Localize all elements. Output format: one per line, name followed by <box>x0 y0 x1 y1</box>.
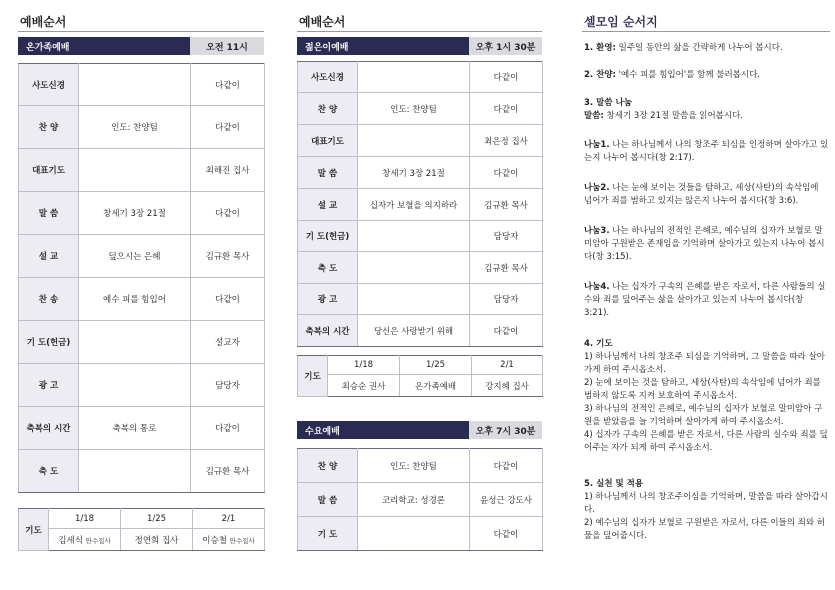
section-heading: 4. 기도 <box>584 339 613 349</box>
table-row <box>19 278 265 321</box>
row-content <box>79 321 191 364</box>
duty-date: 1/18 <box>49 509 121 529</box>
row-content <box>358 284 470 315</box>
sharing-text: 나는 하나님의 전적인 은혜로, 예수님의 십자가 보혈로 말미암아 구원받은 존재임을 기억하며 살아가고 있는지 나누어 봅시다(창 3:15). <box>584 226 825 262</box>
sharing-text: 나는 눈에 보이는 것들을 탐하고, 세상(사탄)의 속삭임에 넘어가 죄를 범하고 있지는 않은지 나누어 봅시다(창 3:6). <box>584 183 819 206</box>
row-label: 기 도 <box>298 517 358 551</box>
duty-label: 기도 <box>298 356 328 397</box>
row-label: 설 교 <box>19 235 79 278</box>
sharing-text: 나는 하나님께서 나의 창조주 되심을 인정하며 살아가고 있는지 나누어 봅시다(창 2:17). <box>584 140 829 163</box>
section-text: 일주일 동안의 삶을 간략하게 나누어 봅시다. <box>615 43 783 53</box>
row-content: 인도: 찬양팀 <box>79 106 191 149</box>
duty-person-name: 정연희 집사 <box>134 535 179 546</box>
col1-prayer-duty-table <box>18 508 265 551</box>
row-person: 최해진 집사 <box>191 149 265 192</box>
duty-date-row <box>298 356 543 375</box>
sharing-item-2 <box>584 182 829 208</box>
row-content: 창세기 3장 21절 <box>358 157 470 189</box>
section-welcome <box>584 42 829 55</box>
duty-person <box>49 529 121 551</box>
row-label: 설 교 <box>298 189 358 221</box>
row-label: 대표기도 <box>19 149 79 192</box>
scripture-line <box>584 110 829 123</box>
row-person: 다같이 <box>470 157 543 189</box>
service-time: 오후 7시 30분 <box>469 421 542 439</box>
row-content <box>79 450 191 493</box>
service-time: 오후 1시 30분 <box>469 37 542 55</box>
duty-person <box>121 529 193 551</box>
row-person: 설교자 <box>191 321 265 364</box>
table-row <box>298 221 543 252</box>
row-label: 찬 양 <box>298 93 358 125</box>
col1-title: 예배순서 <box>20 15 67 29</box>
row-person: 최은정 집사 <box>470 125 543 157</box>
col2-wednesday-table <box>297 448 543 551</box>
row-content: 당신은 사랑받기 위해 <box>358 315 470 347</box>
row-content <box>79 149 191 192</box>
sharing-heading: 나눔3. <box>584 226 610 236</box>
table-row <box>19 106 265 149</box>
row-content: 인도: 찬양팀 <box>358 93 470 125</box>
sharing-item-4 <box>584 281 829 320</box>
row-content: 예수 피를 힘입어 <box>79 278 191 321</box>
table-row <box>298 315 543 347</box>
row-person: 다같이 <box>191 64 265 106</box>
duty-date-row <box>19 509 265 529</box>
row-person: 담당자 <box>470 221 543 252</box>
row-label: 찬 양 <box>19 106 79 149</box>
duty-date: 2/1 <box>472 356 543 375</box>
prayer-item: 3) 하나님의 전적인 은혜로, 예수님의 십자가 보혈로 말미암아 구원을 받았음을 늘 기억하며 살아가게 하여 주시옵소서. <box>584 404 823 427</box>
row-label: 사도신경 <box>19 64 79 106</box>
row-content <box>358 221 470 252</box>
duty-person-role: 안수집사 <box>229 536 255 545</box>
duty-date: 1/25 <box>121 509 193 529</box>
prayer-item: 4) 십자가 구속의 은혜를 받은 자로서, 다른 사람의 실수와 죄를 덮어주는 자가 되게 하여 주시옵소서. <box>584 430 828 453</box>
row-person: 김규환 목사 <box>191 235 265 278</box>
row-label: 축 도 <box>298 252 358 284</box>
table-row <box>298 284 543 315</box>
col1-title-rule <box>18 31 264 32</box>
duty-person-name: 김세식 <box>58 535 83 546</box>
row-person: 다같이 <box>470 517 543 551</box>
row-label: 말 씀 <box>298 483 358 517</box>
row-label: 대표기도 <box>298 125 358 157</box>
table-row <box>298 189 543 221</box>
table-row <box>19 450 265 493</box>
row-person: 김규환 목사 <box>191 450 265 493</box>
table-row <box>19 149 265 192</box>
row-label: 사도신경 <box>298 62 358 93</box>
duty-name-row <box>298 375 543 397</box>
prayer-item: 1) 하나님께서 나의 창조주 되심을 기억하며, 그 말씀을 따라 살아가게 하여 주시옵소서. <box>584 352 826 375</box>
row-label: 말 씀 <box>298 157 358 189</box>
row-person: 다같이 <box>470 62 543 93</box>
service-time: 오전 11시 <box>190 37 264 55</box>
service-name: 수요예배 <box>297 421 469 439</box>
row-content: 인도: 찬양팀 <box>358 449 470 483</box>
scripture-text: 창세기 3장 21절 말씀을 읽어봅시다. <box>603 111 744 121</box>
practice-item: 1) 하나님께서 나의 창조주이심을 기억하며, 말씀을 따라 살아갑시다. <box>584 492 828 515</box>
col2-wednesday-header <box>297 421 542 439</box>
sharing-heading: 나눔1. <box>584 140 610 150</box>
table-row <box>298 517 543 551</box>
col3-title-rule <box>582 31 830 32</box>
row-label: 광 고 <box>19 364 79 407</box>
section-practice <box>584 478 829 543</box>
table-row <box>298 449 543 483</box>
col2-prayer-duty-table <box>297 355 543 397</box>
scripture-heading: 말씀: <box>584 111 604 121</box>
row-label: 찬 양 <box>298 449 358 483</box>
row-content: 창세기 3장 21절 <box>79 192 191 235</box>
row-person: 윤성근 강도사 <box>470 483 543 517</box>
table-row <box>19 64 265 106</box>
table-row <box>19 407 265 450</box>
section-text: '예수 피를 힘입어'를 함께 불러봅시다. <box>615 70 760 80</box>
service-name: 온가족예배 <box>18 37 190 55</box>
section-heading: 2. 찬양: <box>584 70 616 80</box>
sharing-heading: 나눔2. <box>584 183 610 193</box>
row-content <box>358 517 470 551</box>
row-content <box>79 64 191 106</box>
table-row <box>19 321 265 364</box>
section-heading: 5. 실천 및 적용 <box>584 479 644 489</box>
row-content: 코리학교: 성경론 <box>358 483 470 517</box>
sharing-heading: 나눔4. <box>584 282 610 292</box>
section-heading: 1. 환영: <box>584 43 616 53</box>
duty-person: 온가족예배 <box>400 375 472 397</box>
duty-date: 2/1 <box>193 509 265 529</box>
table-row <box>298 157 543 189</box>
row-label: 기 도(헌금) <box>298 221 358 252</box>
duty-name-row <box>19 529 265 551</box>
table-row <box>298 125 543 157</box>
table-row <box>298 483 543 517</box>
row-content <box>358 252 470 284</box>
row-label: 찬 송 <box>19 278 79 321</box>
col1-service-header <box>18 37 264 55</box>
duty-date: 1/18 <box>328 356 400 375</box>
section-prayer <box>584 338 829 455</box>
sharing-item-3 <box>584 225 829 264</box>
row-content: 십자가 보혈을 의지하라 <box>358 189 470 221</box>
row-person: 다같이 <box>191 192 265 235</box>
row-label: 축 도 <box>19 450 79 493</box>
duty-person: 강지혜 집사 <box>472 375 543 397</box>
section-heading: 3. 말씀 나눔 <box>584 98 632 108</box>
row-person: 다같이 <box>191 106 265 149</box>
row-content <box>358 125 470 157</box>
table-row <box>19 235 265 278</box>
service-name: 젊은이예배 <box>297 37 469 55</box>
col2-service-header <box>297 37 542 55</box>
duty-date: 1/25 <box>400 356 472 375</box>
row-content: 축복의 통로 <box>79 407 191 450</box>
row-content <box>79 364 191 407</box>
row-label: 축복의 시간 <box>19 407 79 450</box>
duty-person: 최승순 권사 <box>328 375 400 397</box>
col2-title: 예배순서 <box>299 15 346 29</box>
row-label: 광 고 <box>298 284 358 315</box>
duty-person-role: 안수집사 <box>85 536 111 545</box>
row-person: 김규환 목사 <box>470 189 543 221</box>
row-person: 다같이 <box>470 315 543 347</box>
table-row <box>298 93 543 125</box>
table-row <box>298 62 543 93</box>
row-person: 담당자 <box>470 284 543 315</box>
table-row <box>19 192 265 235</box>
row-person: 다같이 <box>470 449 543 483</box>
sharing-text: 나는 십자가 구속의 은혜를 받은 자로서, 다른 사람들의 실수와 죄를 덮어주는 삶을 살아가고 있는지 나누어 봅시다(창 3:21). <box>584 282 826 318</box>
section-praise <box>584 69 829 82</box>
col2-title-rule <box>297 31 542 32</box>
practice-item: 2) 예수님의 십자가 보혈로 구원받은 자로서, 다른 이들의 죄와 허물을 덮어줍시다. <box>584 518 826 541</box>
row-person: 다같이 <box>191 407 265 450</box>
row-content: 덮으시는 은혜 <box>79 235 191 278</box>
prayer-item: 2) 눈에 보이는 것을 탐하고, 세상(사탄)의 속삭임에 넘어가 죄를 범하지 않도록 지켜 보호하여 주시옵소서. <box>584 378 821 401</box>
row-label: 말 씀 <box>19 192 79 235</box>
table-row <box>298 252 543 284</box>
row-person: 담당자 <box>191 364 265 407</box>
row-content <box>358 62 470 93</box>
section-word-sharing <box>584 97 829 123</box>
row-person: 김규환 목사 <box>470 252 543 284</box>
row-label: 축복의 시간 <box>298 315 358 347</box>
sharing-item-1 <box>584 139 829 165</box>
duty-person-name: 이승철 <box>202 535 227 546</box>
col2-order-table <box>297 61 543 347</box>
row-label: 기 도(헌금) <box>19 321 79 364</box>
col1-order-table <box>18 63 265 493</box>
duty-label: 기도 <box>19 509 49 551</box>
col3-title: 셀모임 순서지 <box>584 15 658 29</box>
row-person: 다같이 <box>191 278 265 321</box>
duty-person <box>193 529 265 551</box>
row-person: 다같이 <box>470 93 543 125</box>
table-row <box>19 364 265 407</box>
